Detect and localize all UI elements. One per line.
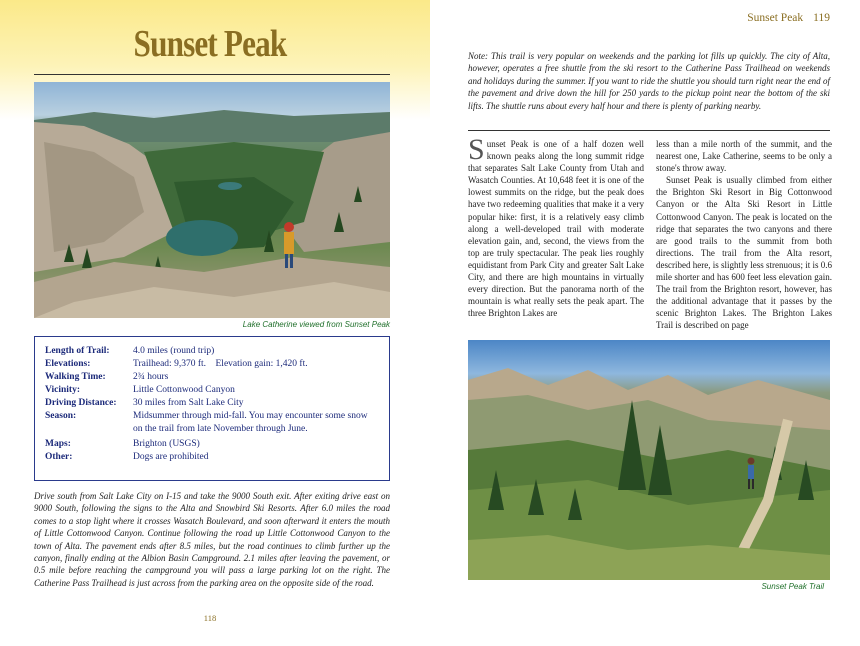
info-value: Brighton (USGS) [133,439,200,449]
info-row [45,384,379,397]
info-label: Length of Trail: [45,346,110,356]
info-row [45,397,379,410]
running-head-title: Sunset Peak [747,12,804,24]
info-label: Maps: [45,439,71,449]
driving-directions: Drive south from Salt Lake City on I-15 and take the 9000 South exit. After exiting drive east on 9000 South, following the signs to the Alta and Snowbird Ski Resorts. After 6.0 miles the road comes to a stop light where it crosses Wasatch Boulevard, and soon afterward it enters the mouth of Little Cottonwood Canyon. Continue following the road up Little Cottonwood Canyon to the town of Alta. The pavement ends after 8.5 miles, but the road continues to climb further up the canyon, finally ending at the Albion Basin Campground. 2.1 miles after leaving the pavement, or 0.5 mile before reaching the campground you will pass a large parking lot on the right. The Catherine Pass Trailhead is just across from the parking area on the opposite side of the road. [34,491,390,588]
info-row [45,358,379,371]
info-row [45,410,379,436]
photo-caption: Sunset Peak Trail [761,582,824,591]
page-number-right: 119 [813,12,830,24]
info-label: Walking Time: [45,372,106,382]
right-page [430,0,860,646]
page-title: Sunset Peak [133,23,287,65]
info-label: Driving Distance: [45,398,117,408]
body-column-1 [468,133,644,319]
shuttle-note: Note: This trail is very popular on weekends and the parking lot fills up quickly. The city of Alta, however, operates a free shuttle from the ski resort to the Catherine Pass Trailhead on weekends and holidays during the summer. If you want to ride the shuttle you should turn right near the end of the pavement and drive down the hill for 250 yards to the pickup point near the bottom of the ski lifts. The shuttle runs about every half hour and there is plenty of parking nearby. [468,51,830,111]
info-row [45,438,379,451]
info-label: Vicinity: [45,385,81,395]
info-value: Dogs are prohibited [133,452,209,462]
drop-cap: S [468,133,485,166]
body-paragraph: Sunset Peak is usually climbed from either the Brighton Ski Resort in Big Cottonwood Canyon or the Alta Ski Resort in Little Cottonwood Canyon. The peak is located on the ridge that separates the two canyons and there are good trails to the summit from both directions. The trail from the Alta resort, described here, is slightly less strenuous; it is 0.6 mile shorter and has 600 feet less elevation gain. The trail from the Brighton resort, however, has the additional advantage that it passes by the scenic Brighton Lakes. The Brighton Lakes Trail is described on page [656,175,832,331]
info-row [45,451,379,464]
body-paragraph: less than a mile north of the summit, and the nearest one, Lake Catherine, seems to be only a stone's throw away. [656,139,832,174]
info-value: Little Cottonwood Canyon [133,385,235,395]
photo-caption: Lake Catherine viewed from Sunset Peak [242,320,390,329]
running-head [737,12,830,24]
title-rule [34,74,390,75]
info-row [45,371,379,384]
info-value: 2¾ hours [133,372,169,382]
page-number-left: 118 [203,613,217,623]
info-value: Trailhead: 9,370 ft. Elevation gain: 1,420 ft. [133,359,308,369]
info-label: Other: [45,452,73,462]
body-column-2 [656,138,832,332]
info-label: Elevations: [45,359,91,369]
note-rule [468,130,830,131]
info-value: Midsummer through mid-fall. You may encounter some snow on the trail from late November through June. [133,411,368,434]
info-label: Season: [45,411,77,421]
body-paragraph [468,133,644,319]
info-value: 30 miles from Salt Lake City [133,398,244,408]
info-value: 4.0 miles (round trip) [133,346,215,356]
paragraph-text: unset Peak is one of a half dozen well known peaks along the long summit ridge that separates Salt Lake County from Utah and Wasatch Counties. At 10,648 feet it is one of the lowest summits on the ridge, but the peak does have two redeeming qualities that make it a very popular hike: first, it is a relatively easy climb along a well-developed trail with moderate elevation gain, and, second, the views from the top are truly spectacular. The peak lies roughly equidistant from Park City and greater Salt Lake City, and there are high mountains in virtually every direction. But the panorama north of the mountain is what really sets the peak apart. The three Brighton Lakes are [468,139,644,319]
sunset-peak-trail-photo [468,340,830,580]
info-row [45,345,379,358]
trail-info-box [34,336,390,481]
lake-catherine-photo [34,82,390,318]
